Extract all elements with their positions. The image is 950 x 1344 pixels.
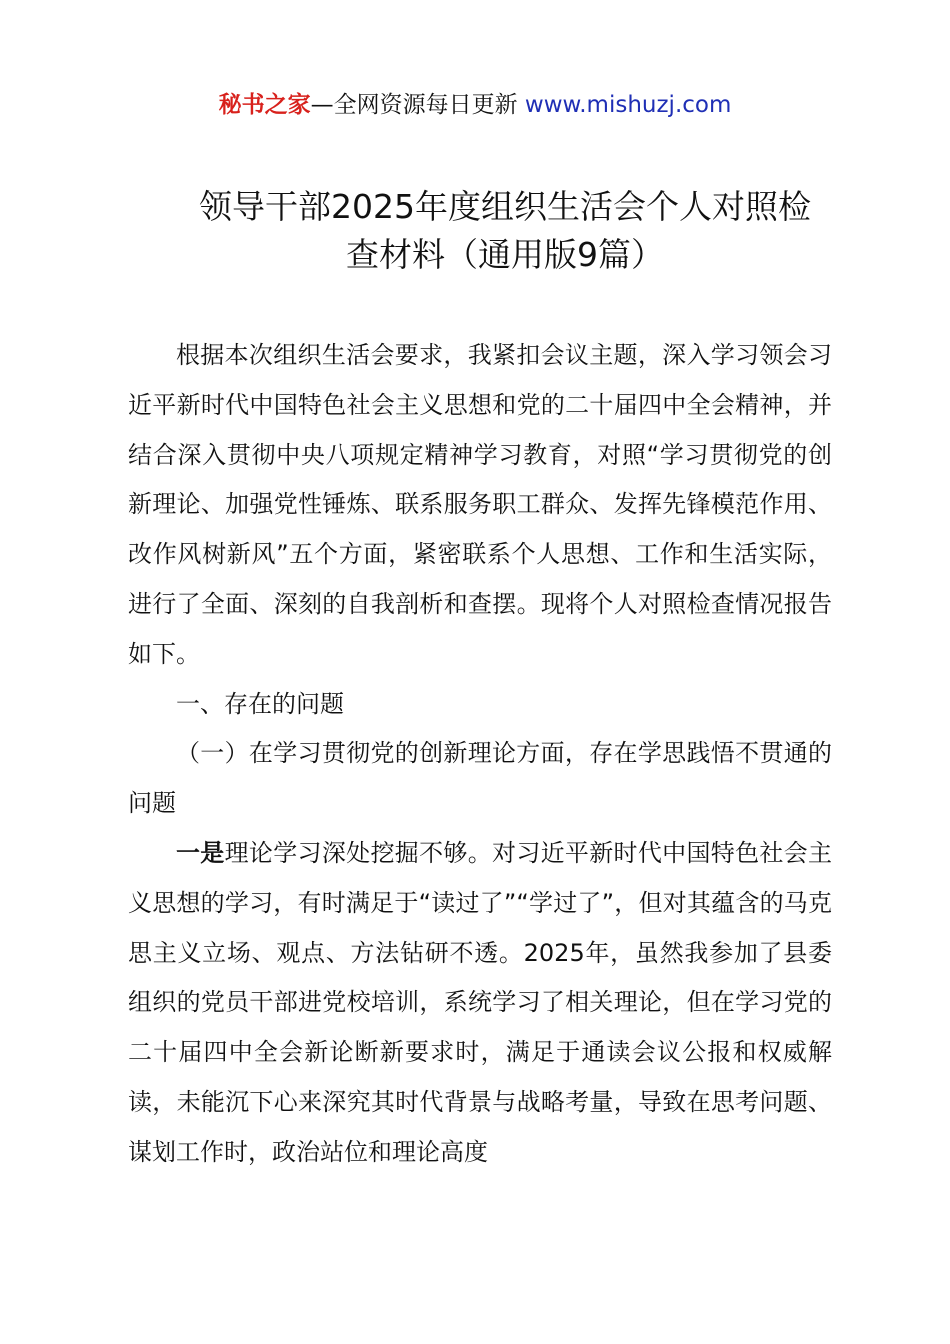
section-heading-problems: 一、存在的问题	[176, 689, 344, 718]
header-slogan: —全网资源每日更新	[310, 92, 525, 118]
subsection-heading-theory: （一）在学习贯彻党的创新理论方面，存在学思践悟不贯通的问题	[128, 739, 832, 818]
point-one-text: 理论学习深处挖掘不够。对习近平新时代中国特色社会主义思想的学习，有时满足于“读过了”“学过了”，但对其蕴含的马克思主义立场、观点、方法钻研不透。2025年，虽然我参加了县委组织的党员干部进党校培训，系统学习了相关理论，但在学习党的二十届四中全会新论断新要求时，满足于通读会议公报和权威解读，未能沉下心来深究其时代背景与战略考量，导致在思考问题、谋划工作时，政治站位和理论高度	[128, 838, 833, 1166]
point-one-paragraph	[128, 829, 832, 1178]
title-line-1: 领导干部2025年度组织生活会个人对照检	[199, 187, 811, 226]
document-body	[128, 331, 832, 1178]
intro-paragraph: 根据本次组织生活会要求，我紧扣会议主题，深入学习领会习近平新时代中国特色社会主义思想和党的二十届四中全会精神，并结合深入贯彻中央八项规定精神学习教育，对照“学习贯彻党的创新理论、加强党性锤炼、联系服务职工群众、发挥先锋模范作用、改作风树新风”五个方面，紧密联系个人思想、工作和生活实际，进行了全面、深刻的自我剖析和查摆。现将个人对照检查情况报告如下。	[128, 341, 832, 668]
site-url-link[interactable]: www.mishuzj.com	[524, 92, 732, 118]
site-header	[0, 88, 950, 122]
brand-name: 秘书之家	[218, 92, 311, 118]
point-one-lead: 一是	[176, 838, 225, 867]
document-title	[180, 183, 830, 279]
title-line-2: 查材料（通用版9篇）	[346, 235, 664, 274]
